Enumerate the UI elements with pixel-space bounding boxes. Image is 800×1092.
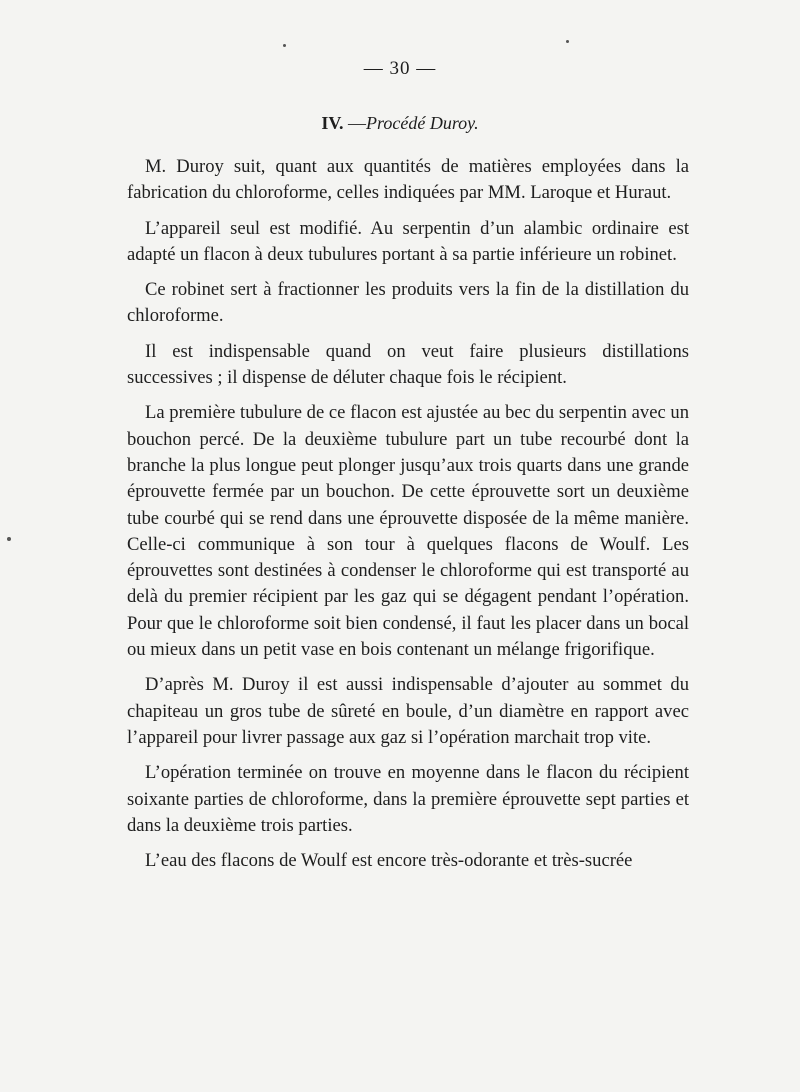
paper-speck bbox=[566, 40, 569, 43]
body-text bbox=[127, 154, 689, 883]
section-title: Procédé Duroy. bbox=[366, 113, 479, 133]
paragraph-apparatus: L’appareil seul est modifié. Au serpentin d’un alambic ordinaire est adapté un flacon à deux tubulures portant à sa partie inférieure un robinet. bbox=[127, 217, 689, 265]
section-number: IV. bbox=[321, 113, 344, 133]
paragraph-successive-distillations: Il est indispensable quand on veut faire plusieurs distillations successives ; il dispense de déluter chaque fois le récipient. bbox=[127, 340, 689, 389]
section-separator: — bbox=[348, 113, 367, 133]
page-number: — 30 — bbox=[363, 58, 437, 79]
paper-speck bbox=[7, 537, 11, 541]
paragraph-woulf-water: L’eau des flacons de Woulf est encore très-odorante et très-sucrée bbox=[145, 850, 633, 872]
section-heading bbox=[0, 113, 800, 134]
paragraph-yield: L’opération terminée on trouve en moyenne dans le flacon du récipient soixante parties de chloroforme, dans la première éprouvette sept parties et dans la deuxième trois parties. bbox=[127, 762, 689, 836]
paragraph-tubulures: La première tubulure de ce flacon est ajustée au bec du serpentin avec un bouchon percé. De la deuxième tubulure part un tube recourbé dont la branche la plus longue peut plonger jusqu’aux trois quarts dans une grande éprouvette fermée par un bouchon. De cette éprouvette sort un deuxième tube courbé qui se rend dans une éprouvette disposée de la même manière. Celle-ci communique à son tour à quelques flacons de Woulf. Les éprouvettes sont destinées à condenser le chloroforme qui est transporté au delà du premier récipient par les gaz qui se dégagent pendant l’opération. Pour que le chloroforme soit bien condensé, il faut les placer dans un bocal ou mieux dans un petit vase en bois contenant un mélange frigorifique. bbox=[127, 402, 689, 661]
paper-speck bbox=[283, 44, 286, 47]
paragraph-safety-tube: D’après M. Duroy il est aussi indispensable d’ajouter au sommet du chapiteau un gros tube de sûreté en boule, d’un diamètre en rapport avec l’appareil pour livrer passage aux gaz si l’opération marchait trop vite. bbox=[127, 674, 689, 748]
paragraph-quantities: M. Duroy suit, quant aux quantités de matières employées dans la fabrication du chloroforme, celles indiquées par MM. Laroque et Huraut. bbox=[127, 156, 689, 204]
paragraph-robinet: Ce robinet sert à fractionner les produits vers la fin de la distillation du chloroforme. bbox=[127, 279, 689, 327]
